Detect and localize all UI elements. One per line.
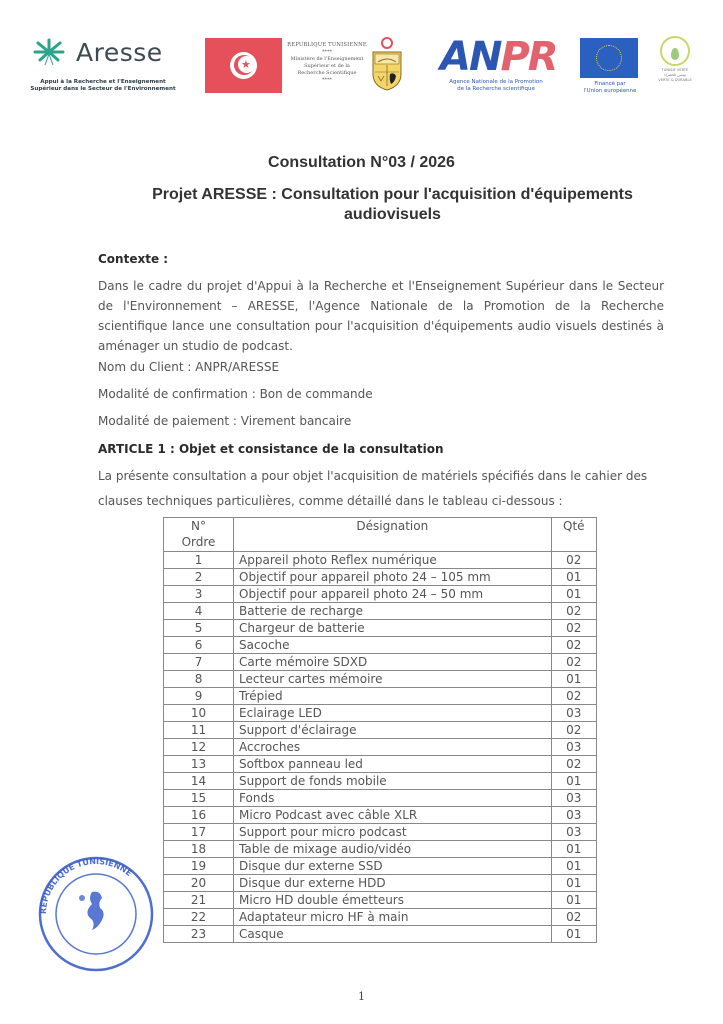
designation-cell: Fonds [234, 790, 552, 807]
row-number-cell: 11 [164, 722, 234, 739]
designation-cell: Support de fonds mobile [234, 773, 552, 790]
aresse-subtitle-line: Appui à la Recherche et l'Enseignement [40, 79, 166, 85]
stars-separator: **** [322, 77, 332, 83]
designation-cell: Objectif pour appareil photo 24 – 50 mm [234, 586, 552, 603]
quantity-cell: 02 [551, 722, 596, 739]
quantity-cell: 01 [551, 773, 596, 790]
quantity-cell: 02 [551, 909, 596, 926]
eu-flag-icon [580, 38, 638, 78]
row-number-cell: 14 [164, 773, 234, 790]
table-header-row [164, 518, 597, 552]
column-header-qte: Qté [551, 518, 596, 552]
quantity-cell: 01 [551, 875, 596, 892]
project-title [120, 185, 665, 225]
table-row [164, 586, 597, 603]
row-number-cell: 21 [164, 892, 234, 909]
tunisia-flag-icon: ★ [205, 38, 282, 93]
designation-cell: Micro Podcast avec câble XLR [234, 807, 552, 824]
quantity-cell: 02 [551, 756, 596, 773]
equipment-table [163, 517, 597, 943]
row-number-cell: 4 [164, 603, 234, 620]
table-row [164, 671, 597, 688]
designation-cell: Chargeur de batterie [234, 620, 552, 637]
official-stamp-icon [30, 848, 162, 972]
ministry-text [283, 42, 371, 84]
designation-cell: Disque dur externe SSD [234, 858, 552, 875]
table-row [164, 858, 597, 875]
table-row [164, 790, 597, 807]
row-number-cell: 16 [164, 807, 234, 824]
designation-cell: Appareil photo Reflex numérique [234, 552, 552, 569]
anpr-subtitle-line: de la Recherche scientifique [457, 86, 535, 92]
table-row [164, 569, 597, 586]
quantity-cell: 02 [551, 552, 596, 569]
table-row [164, 841, 597, 858]
anpr-wordmark-red: PR [500, 34, 557, 80]
designation-cell: Lecteur cartes mémoire [234, 671, 552, 688]
row-number-cell: 19 [164, 858, 234, 875]
tunisie-verte-subtitle [655, 68, 695, 83]
designation-cell: Trépied [234, 688, 552, 705]
table-row [164, 824, 597, 841]
consultation-number-title: Consultation N°03 / 2026 [268, 154, 455, 171]
column-header-no-ordre [164, 518, 234, 552]
designation-cell: Batterie de recharge [234, 603, 552, 620]
anpr-subtitle-line: Agence Nationale de la Promotion [449, 79, 543, 85]
header-label: Ordre [181, 535, 216, 549]
row-number-cell: 7 [164, 654, 234, 671]
quantity-cell: 02 [551, 688, 596, 705]
tunisie-verte-logo [655, 36, 695, 83]
table-row [164, 654, 597, 671]
article1-paragraph-line: clauses techniques particulières, comme détaillé dans le tableau ci-dessous : [98, 494, 563, 508]
table-body [164, 552, 597, 943]
eu-subtitle [580, 81, 640, 95]
row-number-cell: 8 [164, 671, 234, 688]
tv-subtitle-line: VERTE & DURABLE [658, 78, 692, 82]
quantity-cell: 01 [551, 892, 596, 909]
row-number-cell: 3 [164, 586, 234, 603]
row-number-cell: 17 [164, 824, 234, 841]
table-row [164, 773, 597, 790]
quantity-cell: 01 [551, 671, 596, 688]
article1-heading: ARTICLE 1 : Objet et consistance de la consultation [98, 442, 444, 456]
table-row [164, 637, 597, 654]
quantity-cell: 01 [551, 569, 596, 586]
table-row [164, 926, 597, 943]
quantity-cell: 02 [551, 620, 596, 637]
row-number-cell: 9 [164, 688, 234, 705]
contexte-paragraph: Dans le cadre du projet d'Appui à la Recherche et l'Enseignement Supérieur dans le Secteur de l'Environnement – ARESSE, l'Agence Nationale de la Promotion de la Recherche scientifique lance une consultation pour l'acquisition d'équipements audio visuels destinés à aménager un studio de podcast. [98, 279, 664, 353]
leaf-ring-icon [660, 36, 690, 66]
tunisia-coat-of-arms-icon [370, 36, 404, 92]
header-label: N° [191, 519, 207, 533]
quantity-cell: 02 [551, 654, 596, 671]
row-number-cell: 13 [164, 756, 234, 773]
table-row [164, 620, 597, 637]
row-number-cell: 5 [164, 620, 234, 637]
eu-logo [580, 38, 640, 95]
row-number-cell: 18 [164, 841, 234, 858]
client-name-line: Nom du Client : ANPR/ARESSE [98, 360, 280, 374]
row-number-cell: 6 [164, 637, 234, 654]
designation-cell: Sacoche [234, 637, 552, 654]
stars-separator: **** [322, 49, 332, 55]
designation-cell: Accroches [234, 739, 552, 756]
designation-cell: Casque [234, 926, 552, 943]
ministry-line: Recherche Scientifique [297, 70, 357, 76]
aresse-wordmark: Aresse [76, 38, 163, 67]
designation-cell: Adaptateur micro HF à main [234, 909, 552, 926]
anpr-logo [440, 34, 557, 93]
svg-text:REPUBLIQUE TUNISIENNE: REPUBLIQUE TUNISIENNE [38, 856, 134, 915]
designation-cell: Micro HD double émetteurs [234, 892, 552, 909]
table-row [164, 722, 597, 739]
quantity-cell: 02 [551, 637, 596, 654]
row-number-cell: 12 [164, 739, 234, 756]
quantity-cell: 03 [551, 824, 596, 841]
quantity-cell: 03 [551, 790, 596, 807]
table-row [164, 688, 597, 705]
designation-cell: Table de mixage audio/vidéo [234, 841, 552, 858]
eu-subtitle-line: l'Union européenne [583, 88, 637, 94]
anpr-subtitle [440, 79, 552, 93]
aresse-subtitle [28, 79, 178, 93]
republic-label: REPUBLIQUE TUNISIENNE [287, 42, 367, 48]
aresse-subtitle-line: Supérieur dans le Secteur de l'Environnement [30, 86, 176, 92]
table-row [164, 807, 597, 824]
quantity-cell: 01 [551, 841, 596, 858]
designation-cell: Softbox panneau led [234, 756, 552, 773]
designation-cell: Carte mémoire SDXD [234, 654, 552, 671]
quantity-cell: 03 [551, 807, 596, 824]
page-number: 1 [358, 990, 365, 1003]
quantity-cell: 01 [551, 858, 596, 875]
designation-cell: Objectif pour appareil photo 24 – 105 mm [234, 569, 552, 586]
table-row [164, 739, 597, 756]
table-row [164, 875, 597, 892]
designation-cell: Support pour micro podcast [234, 824, 552, 841]
quantity-cell: 01 [551, 926, 596, 943]
row-number-cell: 1 [164, 552, 234, 569]
designation-cell: Disque dur externe HDD [234, 875, 552, 892]
anpr-wordmark [440, 34, 557, 80]
designation-cell: Support d'éclairage [234, 722, 552, 739]
quantity-cell: 02 [551, 603, 596, 620]
table-row [164, 756, 597, 773]
project-title-line: Projet ARESSE : Consultation pour l'acquisition d'équipements [152, 186, 633, 203]
payment-mode-line: Modalité de paiement : Virement bancaire [98, 414, 352, 428]
row-number-cell: 2 [164, 569, 234, 586]
eu-subtitle-line: Financé par [594, 81, 626, 87]
ministry-line: Supérieur et de la [304, 63, 350, 69]
quantity-cell: 01 [551, 586, 596, 603]
aresse-leaf-icon [32, 38, 66, 66]
table-row [164, 909, 597, 926]
tv-subtitle-line: TUNISIE VERTE [661, 68, 689, 72]
row-number-cell: 15 [164, 790, 234, 807]
row-number-cell: 20 [164, 875, 234, 892]
table-row [164, 705, 597, 722]
project-title-line: audiovisuels [344, 206, 441, 223]
table-row [164, 603, 597, 620]
confirmation-mode-line: Modalité de confirmation : Bon de commande [98, 387, 373, 401]
quantity-cell: 03 [551, 739, 596, 756]
header-logos [0, 30, 723, 100]
designation-cell: Eclairage LED [234, 705, 552, 722]
ministry-line: Ministère de l'Enseignement [290, 56, 364, 62]
anpr-wordmark-blue: AN [440, 34, 501, 80]
contexte-heading: Contexte : [98, 252, 169, 266]
row-number-cell: 22 [164, 909, 234, 926]
row-number-cell: 23 [164, 926, 234, 943]
table-row [164, 892, 597, 909]
article1-paragraph-line: La présente consultation a pour objet l'acquisition de matériels spécifiés dans le cahier des [98, 469, 648, 483]
quantity-cell: 03 [551, 705, 596, 722]
tv-subtitle-line: تونس الخضراء [664, 73, 686, 77]
table-row [164, 552, 597, 569]
row-number-cell: 10 [164, 705, 234, 722]
column-header-designation: Désignation [234, 518, 552, 552]
